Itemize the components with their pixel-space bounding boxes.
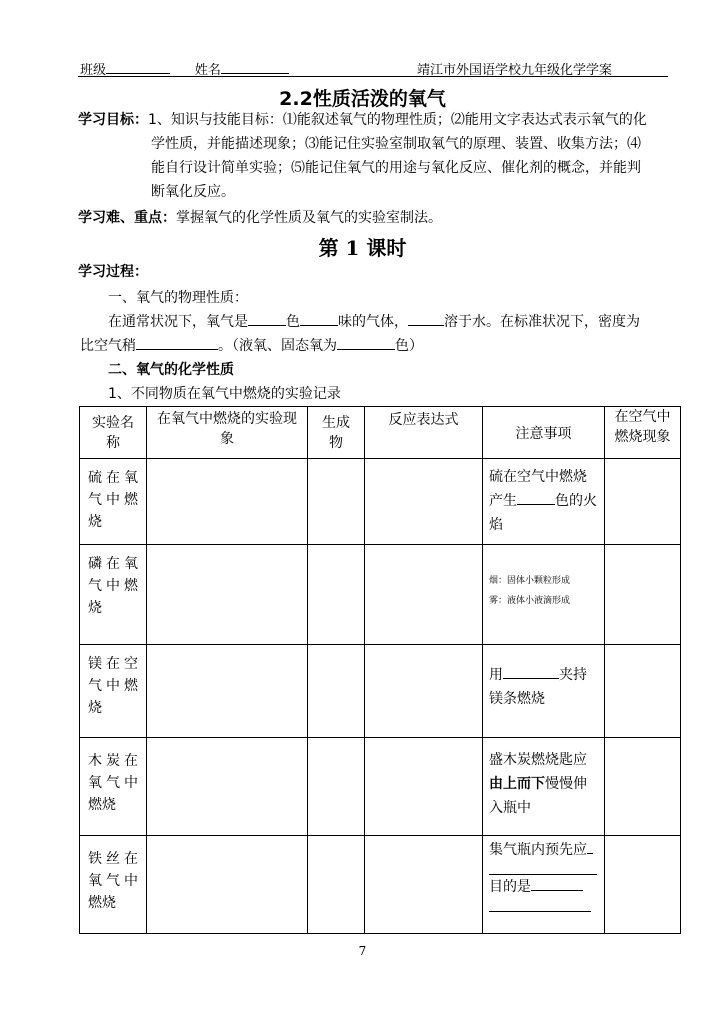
expression-cell[interactable] xyxy=(365,645,483,738)
product-cell[interactable] xyxy=(308,645,365,738)
table-header-row xyxy=(80,407,681,459)
text-fragment: 色 xyxy=(286,314,300,330)
experiment-name: 镁在空气中燃烧 xyxy=(80,645,147,738)
note-blank-line xyxy=(489,862,597,875)
objectives-line-1: 1、知识与技能目标：⑴能叙述氧气的物理性质；⑵能用文字表达式表示氧气的化 xyxy=(148,112,647,128)
section1-line1 xyxy=(108,310,640,334)
observation-cell[interactable] xyxy=(147,836,308,934)
tool-blank xyxy=(503,666,559,679)
observation-cell[interactable] xyxy=(147,645,308,738)
header-cell: 在氧气中燃烧的实验现象 xyxy=(147,407,308,459)
expression-cell[interactable] xyxy=(365,836,483,934)
product-cell[interactable] xyxy=(308,459,365,545)
note-text: 用 xyxy=(489,667,503,683)
text-fragment: 味的气体， xyxy=(338,314,408,330)
observation-cell[interactable] xyxy=(147,738,308,836)
note-cell xyxy=(483,545,605,645)
objectives-label: 学习目标： xyxy=(78,112,148,128)
air-observation-cell[interactable] xyxy=(605,738,681,836)
note-text: 色的火焰 xyxy=(489,493,597,533)
smoke-note: 烟：固体小颗粒形成 xyxy=(489,576,571,586)
product-cell[interactable] xyxy=(308,545,365,645)
table-row xyxy=(80,836,681,934)
table-row xyxy=(80,459,681,545)
solubility-blank xyxy=(408,313,444,326)
note-text: 目的是 xyxy=(489,879,531,895)
note-emphasis: 由上而下 xyxy=(489,776,545,792)
note-text: 盛木炭燃烧匙应 xyxy=(489,752,587,768)
air-observation-cell[interactable] xyxy=(605,836,681,934)
header-cell: 生成物 xyxy=(308,407,365,459)
school-name: 靖江市外国语学校九年级化学学案 xyxy=(416,63,612,78)
text-fragment: 溶于水。在标准状况下，密度为 xyxy=(444,314,640,330)
expression-cell[interactable] xyxy=(365,545,483,645)
note-blank xyxy=(587,841,593,854)
color-blank xyxy=(248,313,286,326)
table-row xyxy=(80,645,681,738)
objectives xyxy=(78,108,678,132)
objectives-line-2: 学性质，并能描述现象；⑶能记住实验室制取氧气的原理、装置、收集方法；⑷ xyxy=(151,136,641,152)
experiment-table xyxy=(79,406,681,934)
purpose-blank xyxy=(531,878,583,891)
table-row xyxy=(80,738,681,836)
name-label: 姓名 xyxy=(194,63,221,78)
section1-line2 xyxy=(80,334,423,358)
experiment-name: 铁丝在氧气中燃烧 xyxy=(80,836,147,934)
flame-color-blank xyxy=(517,492,555,505)
observation-cell[interactable] xyxy=(147,459,308,545)
product-cell[interactable] xyxy=(308,836,365,934)
lesson-title: 第 1 课时 xyxy=(318,236,407,260)
header-cell: 实验名称 xyxy=(80,407,147,459)
air-observation-cell[interactable] xyxy=(605,459,681,545)
note-text: 慢慢伸入瓶中 xyxy=(489,776,587,816)
note-cell xyxy=(483,459,605,545)
text-fragment: 在通常状况下，氧气是 xyxy=(108,314,248,330)
note-cell xyxy=(483,738,605,836)
header-cell: 反应表达式 xyxy=(365,407,483,459)
note-text: 夹持镁条燃烧 xyxy=(489,667,587,707)
note-text: 集气瓶内预先应 xyxy=(489,842,587,858)
header-cell: 注意事项 xyxy=(483,407,605,459)
objectives-line-3: 能自行设计简单实验；⑸能记住氧气的用途与氧化反应、催化剂的概念，并能判 xyxy=(151,160,641,176)
air-observation-cell[interactable] xyxy=(605,645,681,738)
name-blank xyxy=(221,61,289,74)
odor-blank xyxy=(300,313,338,326)
experiment-name: 硫在氧气中燃烧 xyxy=(80,459,147,545)
process-label: 学习过程： xyxy=(78,264,148,280)
text-fragment: 。（液氧、固态氧为 xyxy=(218,338,337,354)
note-line xyxy=(489,875,598,899)
table-row xyxy=(80,545,681,645)
objectives-line-4: 断氧化反应。 xyxy=(151,184,235,200)
expression-cell[interactable] xyxy=(365,459,483,545)
key-points xyxy=(78,206,442,230)
expression-cell[interactable] xyxy=(365,738,483,836)
section2-heading: 二、氧气的化学性质 xyxy=(108,362,234,378)
note-line xyxy=(489,838,598,862)
observation-cell[interactable] xyxy=(147,545,308,645)
key-points-label: 学习难、重点： xyxy=(78,210,176,226)
note-blank-line xyxy=(489,899,591,912)
page-title: 2.2性质活泼的氧气 xyxy=(279,88,446,110)
section1-heading: 一、氧气的物理性质： xyxy=(108,290,248,306)
class-blank xyxy=(106,61,170,74)
section2-sub: 1、不同物质在氧气中燃烧的实验记录 xyxy=(108,386,341,402)
key-points-text: 掌握氧气的化学性质及氧气的实验室制法。 xyxy=(176,210,442,226)
note-cell xyxy=(483,836,605,934)
fog-note: 雾：液体小液滴形成 xyxy=(489,596,571,606)
header-left xyxy=(80,59,289,78)
page-number: 7 xyxy=(358,944,367,958)
experiment-name: 磷在氧气中燃烧 xyxy=(80,545,147,645)
note-text: 硫在空气中燃烧产生 xyxy=(489,469,587,509)
class-label: 班级 xyxy=(80,63,107,78)
experiment-name: 木炭在氧气中燃烧 xyxy=(80,738,147,836)
text-fragment: 色） xyxy=(395,338,423,354)
text-fragment: 比空气稍 xyxy=(80,338,136,354)
header-cell: 在空气中燃烧现象 xyxy=(605,407,681,459)
air-observation-cell[interactable] xyxy=(605,545,681,645)
page-header xyxy=(78,58,668,77)
note-cell xyxy=(483,645,605,738)
density-blank xyxy=(136,337,218,350)
product-cell[interactable] xyxy=(308,738,365,836)
liquid-color-blank xyxy=(337,337,395,350)
